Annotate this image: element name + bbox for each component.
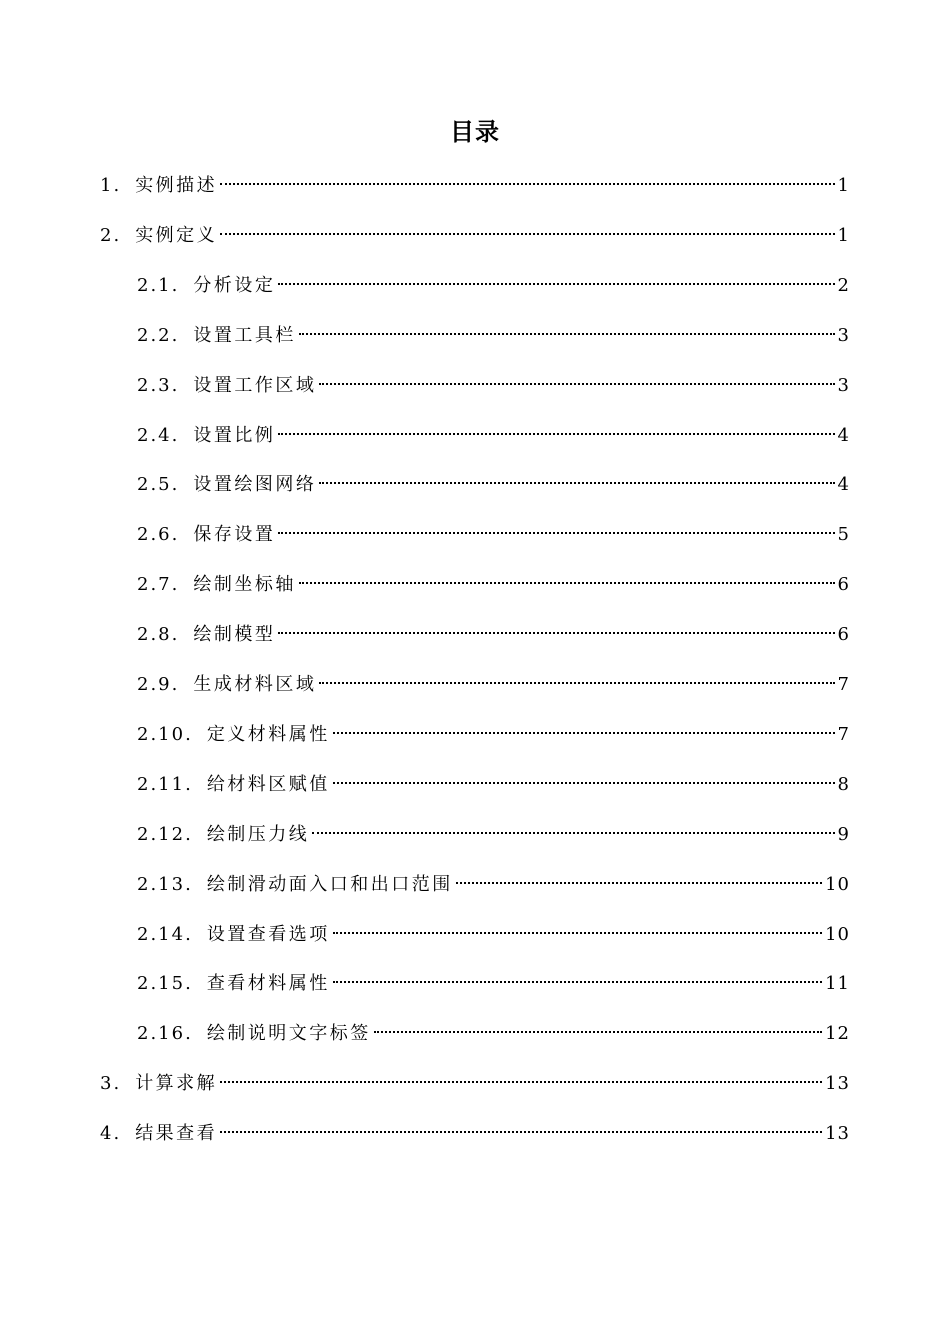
toc-entry[interactable] [137, 869, 850, 901]
toc-entry-title: 绘制坐标轴 [193, 574, 296, 596]
toc-entry-number: 2.1. [137, 274, 180, 296]
toc-entry-title: 结果查看 [135, 1123, 218, 1145]
toc-entry-title: 生成材料区域 [193, 674, 317, 695]
toc-entry-page-number: 12 [825, 1023, 850, 1045]
toc-entry-page-number: 1 [837, 175, 850, 196]
toc-entry-title: 绘制说明文字标签 [206, 1023, 371, 1045]
toc-entry[interactable] [137, 370, 850, 402]
toc-entry-number: 2.6. [137, 524, 180, 546]
toc-dot-leader [333, 981, 822, 983]
toc-dot-leader [319, 682, 834, 684]
toc-entry-number: 2. [100, 224, 122, 246]
toc-entry[interactable] [100, 170, 850, 202]
toc-entry-page-number: 4 [837, 424, 850, 446]
toc-entry-number: 3. [100, 1073, 122, 1095]
toc-entry[interactable] [137, 569, 850, 601]
toc-entry-page-number: 6 [837, 624, 850, 646]
toc-dot-leader [374, 1031, 822, 1033]
toc-dot-leader [220, 1131, 822, 1133]
toc-entry-title: 设置比例 [193, 424, 276, 446]
toc-dot-leader [319, 383, 834, 385]
toc-entry-number: 2.13. [137, 873, 193, 895]
toc-entry[interactable] [100, 1118, 850, 1150]
toc-entry-number: 4. [100, 1123, 122, 1145]
toc-entry-page-number: 6 [837, 574, 850, 596]
toc-entry-page-number: 1 [837, 224, 850, 246]
toc-entry-page-number: 10 [825, 873, 850, 895]
toc-title: 目录 [450, 118, 500, 146]
toc-entry-page-number: 3 [837, 324, 850, 346]
toc-entry-number: 2.7. [137, 574, 180, 596]
toc-entry-page-number: 13 [825, 1123, 850, 1145]
toc-entry-page-number: 9 [837, 823, 850, 845]
toc-entry[interactable] [137, 420, 850, 452]
toc-entry[interactable] [137, 1018, 850, 1050]
toc-entry-title: 计算求解 [135, 1073, 218, 1095]
toc-dot-leader [278, 433, 834, 435]
toc-entry-number: 1. [100, 175, 122, 196]
toc-entry[interactable] [137, 719, 850, 751]
toc-entry[interactable] [137, 669, 850, 701]
toc-entry-page-number: 13 [825, 1073, 850, 1095]
toc-entry-number: 2.16. [137, 1023, 193, 1045]
toc-entry-number: 2.9. [137, 674, 180, 695]
toc-dot-leader [220, 1081, 822, 1083]
toc-dot-leader [333, 932, 822, 934]
toc-entry-title: 设置工具栏 [193, 324, 296, 346]
toc-entry-title: 绘制滑动面入口和出口范围 [206, 873, 453, 895]
toc-entry-page-number: 11 [825, 973, 850, 995]
toc-dot-leader [299, 333, 835, 335]
toc-dot-leader [319, 482, 834, 484]
toc-entry-page-number: 3 [837, 374, 850, 396]
toc-entry[interactable] [100, 1068, 850, 1100]
toc-entry-page-number: 7 [837, 674, 850, 695]
toc-entry-number: 2.10. [137, 723, 193, 745]
toc-entry-page-number: 7 [837, 723, 850, 745]
toc-dot-leader [333, 782, 835, 784]
toc-dot-leader [220, 183, 834, 185]
toc-entry[interactable] [137, 320, 850, 352]
toc-entry-number: 2.15. [137, 973, 193, 995]
toc-entry[interactable] [137, 919, 850, 951]
toc-dot-leader [312, 832, 834, 834]
toc-entry-title: 实例描述 [135, 175, 218, 196]
toc-entry-number: 2.11. [137, 773, 193, 795]
toc-dot-leader [220, 233, 834, 235]
toc-entry-title: 保存设置 [193, 524, 276, 546]
toc-entry-title: 绘制压力线 [206, 823, 310, 845]
toc-entry-title: 实例定义 [135, 224, 218, 246]
toc-dot-leader [278, 532, 834, 534]
toc-entry[interactable] [137, 519, 850, 551]
toc-entry-number: 2.5. [137, 474, 180, 496]
toc-entry[interactable] [137, 968, 850, 1000]
toc-entry-title: 给材料区赋值 [206, 773, 330, 795]
toc-dot-leader [278, 283, 834, 285]
toc-dot-leader [456, 882, 822, 884]
toc-entry[interactable] [137, 769, 850, 801]
toc-entry-page-number: 5 [837, 524, 850, 546]
toc-entry[interactable] [137, 819, 850, 851]
toc-dot-leader [299, 582, 835, 584]
toc-dot-leader [333, 732, 835, 734]
toc-entry-page-number: 2 [837, 274, 850, 296]
toc-entry[interactable] [137, 469, 850, 501]
toc-entry-title: 设置绘图网络 [193, 474, 317, 496]
toc-entry-title: 分析设定 [193, 274, 276, 296]
toc-entry-title: 设置工作区域 [193, 374, 317, 396]
toc-entry-number: 2.4. [137, 424, 180, 446]
toc-entry-number: 2.2. [137, 324, 180, 346]
toc-entry-page-number: 10 [825, 923, 850, 945]
toc-entry-number: 2.14. [137, 923, 193, 945]
toc-entry-title: 设置查看选项 [206, 923, 330, 945]
toc-dot-leader [278, 632, 834, 634]
toc-entry-number: 2.3. [137, 374, 180, 396]
toc-entry-title: 定义材料属性 [206, 723, 330, 745]
toc-entry[interactable] [137, 619, 850, 651]
toc-entry[interactable] [100, 220, 850, 252]
toc-entry-number: 2.8. [137, 624, 180, 646]
toc-entry-title: 查看材料属性 [206, 973, 330, 995]
toc-entry-title: 绘制模型 [193, 624, 276, 646]
toc-entry-page-number: 8 [837, 773, 850, 795]
toc-entry[interactable] [137, 270, 850, 302]
toc-entry-page-number: 4 [837, 474, 850, 496]
toc-entry-number: 2.12. [137, 823, 193, 845]
